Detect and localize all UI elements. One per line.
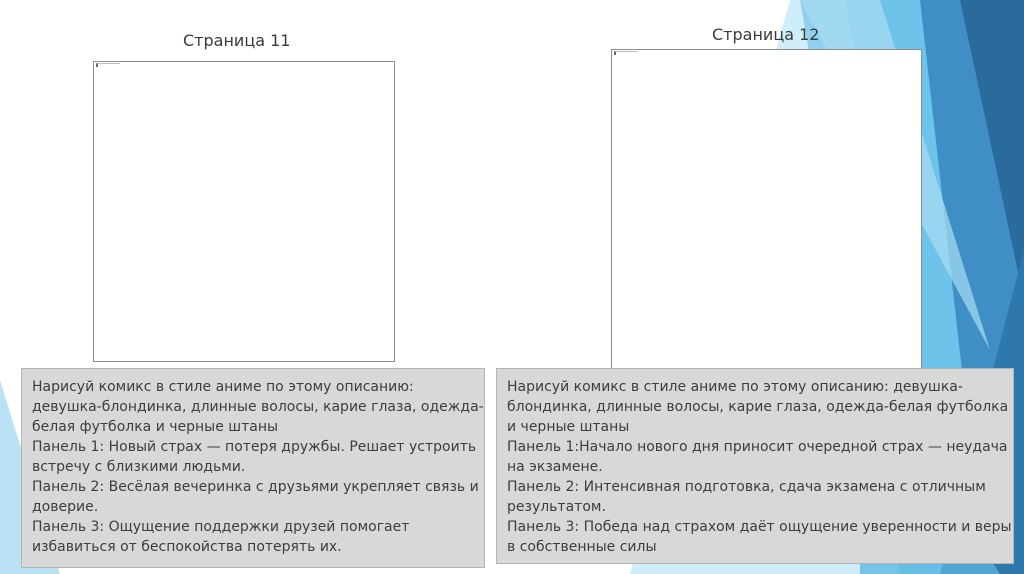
description-line: Панель 1: Новый страх — потеря дружбы. Решает устроить xyxy=(32,439,477,455)
description-line: Панель 2: Интенсивная подготовка, сдача экзамена с отличным xyxy=(507,479,986,495)
description-line: девушка-блондинка, длинные волосы, карие глаза, одежда- xyxy=(32,399,484,415)
description-line: Нарисуй комикс в стиле аниме по этому описанию: девушка- xyxy=(507,379,963,395)
description-line: белая футболка и черные штаны xyxy=(32,419,279,435)
description-line: блондинка, длинные волосы, карие глаза, одежда-белая футболка xyxy=(507,399,1009,415)
description-box-right xyxy=(496,368,1014,564)
description-line: и черные штаны xyxy=(507,419,630,435)
comic-frame-right xyxy=(611,49,922,379)
description-line: доверие. xyxy=(32,499,99,515)
page-title-right: Страница 12 xyxy=(712,25,820,44)
comic-frame-left xyxy=(93,61,395,362)
description-line: Панель 3: Ощущение поддержки друзей помогает xyxy=(32,519,410,535)
frame-marker xyxy=(96,63,120,67)
description-line: встречу с близкими людьми. xyxy=(32,459,246,475)
description-line: избавиться от беспокойства потерять их. xyxy=(32,539,342,555)
description-line: Нарисуй комикс в стиле аниме по этому описанию: xyxy=(32,379,414,395)
frame-marker xyxy=(614,51,638,55)
description-line: результатом. xyxy=(507,499,606,515)
description-line: на экзамене. xyxy=(507,459,603,475)
page-title-left: Страница 11 xyxy=(183,31,291,50)
description-line: Панель 2: Весёлая вечеринка с друзьями укрепляет связь и xyxy=(32,479,479,495)
description-line: Панель 3: Победа над страхом даёт ощущение уверенности и веры xyxy=(507,519,1012,535)
description-line: в собственные силы xyxy=(507,539,657,555)
description-box-left xyxy=(21,368,485,568)
description-line: Панель 1:Начало нового дня приносит очередной страх — неудача xyxy=(507,439,1008,455)
